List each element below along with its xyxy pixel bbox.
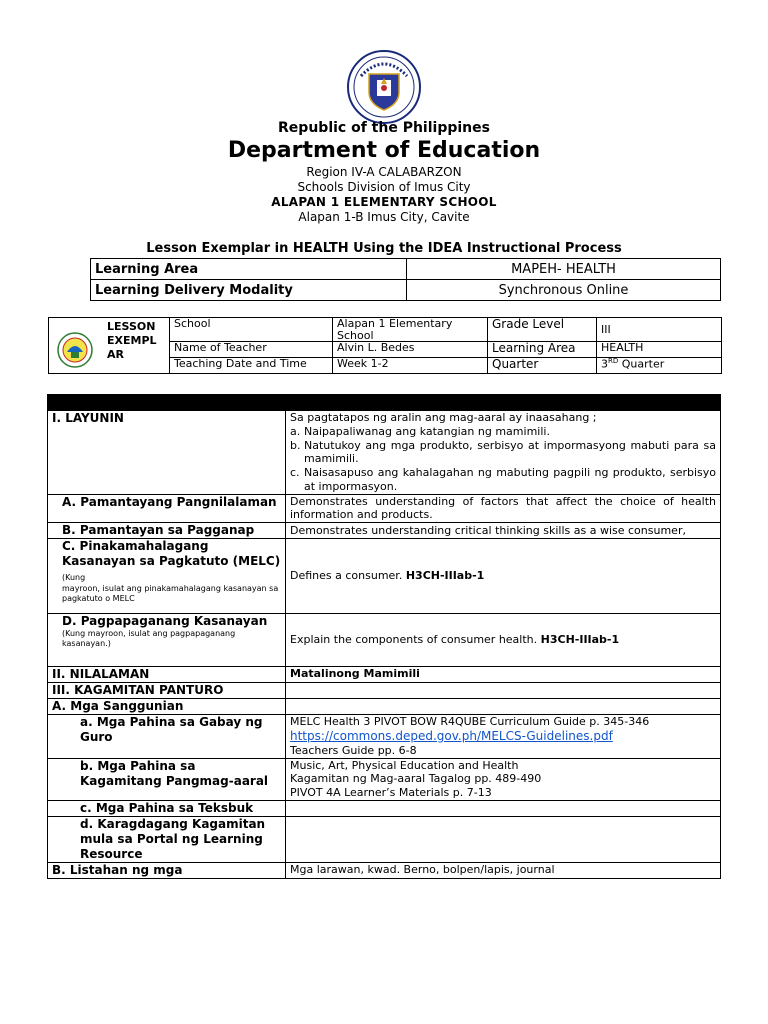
modality-label: Learning Delivery Modality: [91, 280, 407, 301]
modality-value: Synchronous Online: [407, 280, 721, 301]
learning-area-label: Learning Area: [91, 259, 407, 280]
listahan-value: Mga larawan, kwad. Berno, bolpen/lapis, journal: [286, 862, 721, 878]
kagamitan-line: PIVOT 4A Learner’s Materials p. 7-13: [290, 786, 492, 799]
department-heading: Department of Education: [227, 138, 541, 163]
melc-value: [286, 539, 721, 614]
list-item: [290, 425, 716, 439]
table-row: [48, 816, 721, 862]
quarter-label: Quarter: [488, 358, 597, 374]
republic-heading: Republic of the Philippines: [278, 120, 490, 136]
teksbuk-label: c. Mga Pahina sa Teksbuk: [48, 800, 286, 816]
list-text: Natutukoy ang mga produkto, serbisyo at impormasyong mabuti para sa mamimili.: [304, 438, 716, 466]
learning-area-value-2: HEALTH: [597, 342, 722, 358]
pagpapaganang-text: Explain the components of consumer health.: [290, 633, 538, 647]
pagpapaganang-code: H3CH-IIIab-1: [540, 633, 620, 647]
school-name: ALAPAN 1 ELEMENTARY SCHOOL: [271, 195, 497, 209]
table-row: [48, 494, 721, 523]
list-marker: a.: [290, 424, 301, 438]
listahan-label: B. Listahan ng mga: [48, 862, 286, 878]
summary-table: [90, 258, 721, 301]
gabay-line: MELC Health 3 PIVOT BOW R4QUBE Curriculum Guide p. 345-346: [290, 715, 650, 728]
table-row: [49, 318, 722, 342]
list-marker: c.: [290, 466, 300, 479]
quarter-value: [597, 358, 722, 374]
header-cell: [286, 395, 721, 411]
pamantayang-pangnilalaman-value: Demonstrates understanding of factors that affect the choice of health information and products.: [286, 494, 721, 523]
table-row: [48, 862, 721, 878]
gabay-guro-value: [286, 715, 721, 759]
gabay-line: Teachers Guide pp. 6-8: [290, 743, 417, 757]
pamantayan-pagganap-label: B. Pamantayan sa Pagganap: [48, 523, 286, 539]
pamantayang-pangnilalaman-label: A. Pamantayang Pangnilalaman: [48, 494, 286, 523]
melc-note-inline: (Kung: [62, 573, 86, 582]
school-label: School: [170, 318, 333, 342]
melc-title: C. Pinakamahalagang Kasanayan sa Pagkatuto (MELC): [62, 539, 281, 568]
learning-area-value: MAPEH- HEALTH: [407, 259, 721, 280]
table-header-row: [48, 395, 721, 411]
list-item: [290, 466, 716, 494]
layunin-intro: Sa pagtatapos ng aralin ang mag-aaral ay inaasahang ;: [290, 411, 597, 424]
pagpapaganang-value: [286, 614, 721, 667]
kagamitang-pangmag-aaral-value: [286, 758, 721, 800]
karagdagang-kagamitan-label: d. Karagdagang Kagamitan mula sa Portal ng Learning Resource: [48, 816, 286, 862]
table-row: [48, 614, 721, 667]
teaching-date-label: Teaching Date and Time: [170, 358, 333, 374]
division-text: Schools Division of Imus City: [297, 180, 471, 194]
quarter-word: Quarter: [618, 357, 665, 371]
teacher-value: Alvin L. Bedes: [333, 342, 488, 358]
table-row: [48, 667, 721, 683]
empty-cell: [286, 800, 721, 816]
table-row: [48, 523, 721, 539]
kagamitan-line: Music, Art, Physical Education and Health: [290, 758, 519, 772]
grade-level-label: Grade Level: [488, 318, 597, 342]
layunin-content: [286, 411, 721, 495]
lesson-plan-table: [47, 394, 721, 879]
melc-guidelines-link[interactable]: https://commons.deped.gov.ph/MELCS-Guidelines.pdf: [290, 728, 613, 743]
table-row: [48, 758, 721, 800]
teacher-label: Name of Teacher: [170, 342, 333, 358]
table-row: [48, 683, 721, 699]
list-item: [290, 439, 716, 467]
sanggunian-label: A. Mga Sanggunian: [48, 699, 286, 715]
school-value: Alapan 1 Elementary School: [333, 318, 488, 342]
layunin-label: I. LAYUNIN: [48, 411, 286, 495]
table-row: [48, 715, 721, 759]
pagpapaganang-label: [48, 614, 286, 667]
kagamitan-line: Kagamitan ng Mag-aaral Tagalog pp. 489-490: [290, 772, 542, 786]
kagamitang-pangmag-aaral-label: b. Mga Pahina sa Kagamitang Pangmag-aaral: [48, 758, 286, 800]
pamantayan-pagganap-value: Demonstrates understanding critical thinking skills as a wise consumer,: [286, 523, 721, 539]
list-marker: b.: [290, 438, 301, 452]
kagamitan-label: III. KAGAMITAN PANTURO: [48, 683, 286, 699]
table-row: [48, 411, 721, 495]
empty-cell: [286, 816, 721, 862]
deped-seal: [347, 50, 421, 124]
melc-note: mayroon, isulat ang pinakamahalagang kasanayan sa pagkatuto o MELC: [62, 584, 279, 603]
region-text: Region IV-A CALABARZON: [306, 165, 462, 179]
quarter-suffix: RD: [608, 357, 619, 366]
empty-cell: [286, 683, 721, 699]
teaching-date-value: Week 1-2: [333, 358, 488, 374]
table-row: [91, 259, 721, 280]
melc-label: [48, 539, 286, 614]
learning-area-label-2: Learning Area: [488, 342, 597, 358]
lesson-logo-cell: [49, 318, 170, 374]
header-cell: [48, 395, 286, 411]
empty-cell: [286, 699, 721, 715]
lesson-title: Lesson Exemplar in HEALTH Using the IDEA Instructional Process: [146, 241, 622, 256]
table-row: [48, 539, 721, 614]
gabay-guro-label: a. Mga Pahina sa Gabay ng Guro: [48, 715, 286, 759]
list-text: Naipapaliwanag ang katangian ng mamimili.: [304, 424, 550, 438]
pagpapaganang-note: (Kung mayroon, isulat ang pagpapaganang kasanayan.): [62, 629, 236, 648]
nilalaman-label: II. NILALAMAN: [48, 667, 286, 683]
school-logo-icon: [57, 332, 93, 368]
grade-level-value: III: [597, 318, 722, 342]
school-address: Alapan 1-B Imus City, Cavite: [298, 210, 470, 224]
table-row: [91, 280, 721, 301]
table-row: [48, 699, 721, 715]
list-text: Naisasapuso ang kahalagahan ng mabuting pagpili ng produkto, serbisyo at impormasyon.: [304, 466, 716, 493]
melc-code: H3CH-IIIab-1: [405, 569, 485, 583]
lesson-exemplar-label: LESSON EXEMPL AR: [107, 320, 157, 361]
lesson-info-table: [48, 317, 722, 374]
table-row: [48, 800, 721, 816]
quarter-number: 3: [601, 357, 608, 371]
melc-text: Defines a consumer.: [290, 569, 403, 583]
nilalaman-value: Matalinong Mamimili: [286, 667, 721, 683]
pagpapaganang-title: D. Pagpapaganang Kasanayan: [62, 614, 268, 628]
